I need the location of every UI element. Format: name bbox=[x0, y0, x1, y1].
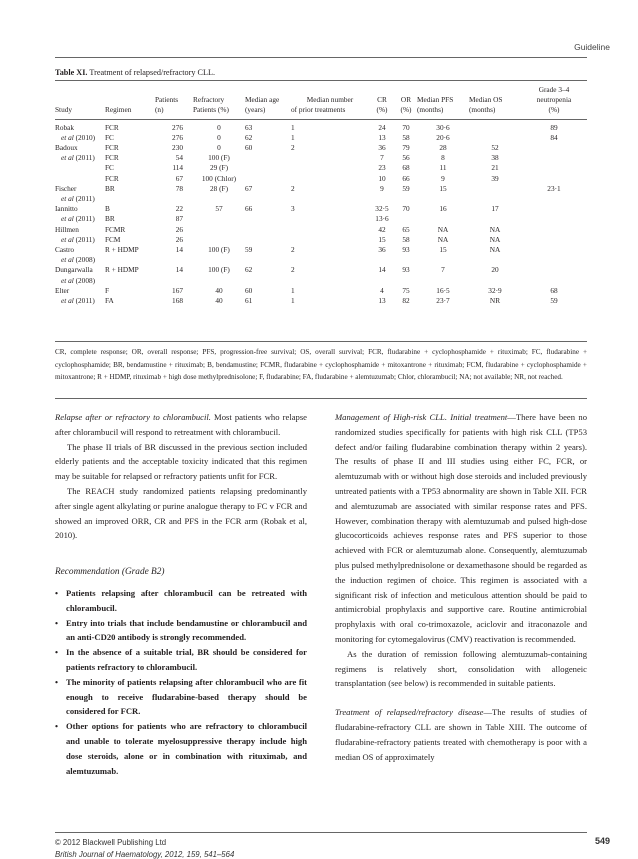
col-or-head-1: OR bbox=[400, 95, 412, 105]
table-cell: 16 bbox=[439, 204, 447, 214]
table-cell bbox=[469, 276, 521, 286]
col-neutropenia-head-3: (%) bbox=[521, 105, 587, 119]
table-cell bbox=[193, 276, 245, 286]
table-cell: 36 bbox=[378, 143, 386, 153]
table-row bbox=[55, 214, 587, 224]
table-cell bbox=[521, 225, 587, 235]
recommendation-item: • Other options for patients who are refractory to chlorambucil and unable to tolerate myelosuppressive therapy include high dose steroids, alone or in combination with rituximab, and alemtuzumab. bbox=[55, 719, 307, 778]
footnote-rule bbox=[55, 398, 587, 399]
table-cell: 2 bbox=[291, 245, 295, 255]
table-cell: FCMR bbox=[105, 224, 126, 234]
table-cell: FC bbox=[105, 132, 114, 142]
table-cell bbox=[521, 204, 587, 214]
table-cell: 89 bbox=[550, 122, 558, 132]
table-cell bbox=[245, 255, 291, 265]
table-bottom-rule bbox=[55, 341, 587, 342]
table-cell: 32·9 bbox=[488, 285, 502, 295]
table-cell bbox=[395, 214, 417, 224]
table-cell: et al (2010) bbox=[61, 132, 96, 142]
table-cell bbox=[417, 255, 469, 265]
table-cell: 60 bbox=[245, 143, 253, 153]
table-cell bbox=[369, 255, 395, 265]
table-cell bbox=[55, 174, 105, 184]
table-cell: 13 bbox=[378, 296, 386, 306]
table-cell: 0 bbox=[217, 143, 221, 153]
col-neutropenia-head-2: neutropenia bbox=[536, 95, 572, 105]
col-or-head-2: (%) bbox=[395, 105, 417, 119]
table-cell bbox=[521, 214, 587, 224]
table-cell bbox=[469, 255, 521, 265]
table-cell: 16·5 bbox=[436, 285, 450, 295]
table-cell: 7 bbox=[380, 153, 384, 163]
table-cell: FCR bbox=[105, 173, 119, 183]
table-cell: NA bbox=[437, 234, 449, 244]
table-cell bbox=[291, 225, 369, 235]
table-cell: Hillmen bbox=[55, 224, 79, 234]
table-cell: 78 bbox=[175, 183, 183, 193]
copyright: © 2012 Blackwell Publishing Ltd bbox=[55, 838, 167, 847]
table-cell: 2 bbox=[291, 183, 295, 193]
table-cell bbox=[521, 163, 587, 173]
table-cell: 26 bbox=[175, 224, 183, 234]
table-cell: 168 bbox=[172, 296, 183, 306]
table-cell: 75 bbox=[402, 285, 410, 295]
col-refractory-head-1: Refractory bbox=[193, 95, 225, 105]
table-cell: et al (2011) bbox=[61, 194, 95, 204]
table-cell: 230 bbox=[172, 143, 183, 153]
table-cell bbox=[193, 194, 245, 204]
table-cell: 14 bbox=[378, 265, 386, 275]
table-cell bbox=[469, 184, 521, 194]
table-cell: 15 bbox=[439, 245, 447, 255]
col-prior-head-1: Median number bbox=[306, 95, 354, 105]
table-cell bbox=[55, 163, 105, 173]
left-paragraph-2: The phase II trials of BR discussed in the previous section included elderly patients and the acceptable toxicity indicated that this regimen may be suitable for relapsed or refractory patients unfit for FCR. bbox=[55, 441, 307, 482]
table-cell: 0 bbox=[217, 132, 221, 142]
table-cell: 13·6 bbox=[375, 214, 389, 224]
table-cell: 9 bbox=[380, 183, 384, 193]
table-cell: NA bbox=[489, 224, 501, 234]
table-cell: 20·6 bbox=[436, 132, 450, 142]
table-cell: B bbox=[105, 204, 110, 214]
table-cell: 1 bbox=[291, 285, 295, 295]
col-patients-head-1: Patients bbox=[155, 95, 179, 105]
table-cell bbox=[291, 194, 369, 204]
table-cell: 1 bbox=[291, 122, 295, 132]
table-caption-text: Treatment of relapsed/refractory CLL. bbox=[89, 68, 216, 77]
table-cell bbox=[245, 194, 291, 204]
table-cell bbox=[193, 255, 245, 265]
table-cell: 10 bbox=[378, 173, 386, 183]
left-column bbox=[55, 410, 307, 778]
table-cell: FCR bbox=[105, 153, 119, 163]
table-cell: BR bbox=[105, 214, 115, 224]
table-header-row-3 bbox=[55, 105, 587, 119]
table-cell: Fischer bbox=[55, 183, 77, 193]
table-row bbox=[55, 235, 587, 245]
table-cell: 17 bbox=[491, 204, 499, 214]
table-cell bbox=[155, 276, 193, 286]
table-cell: BR bbox=[105, 183, 115, 193]
col-regimen-head: Regimen bbox=[105, 105, 155, 119]
table-cell: 22 bbox=[175, 204, 183, 214]
table-cell bbox=[395, 276, 417, 286]
table-cell bbox=[245, 214, 291, 224]
table-cell bbox=[193, 214, 245, 224]
table-cell: 23·7 bbox=[436, 296, 450, 306]
table-cell: 62 bbox=[245, 132, 253, 142]
table-cell: 7 bbox=[441, 265, 445, 275]
table-cell: 21 bbox=[491, 163, 499, 173]
table-cell bbox=[291, 153, 369, 163]
table-cell: et al (2011) bbox=[61, 153, 95, 163]
table-cell: 38 bbox=[491, 153, 499, 163]
table-cell bbox=[245, 235, 291, 245]
table-cell: 70 bbox=[402, 204, 410, 214]
table-cell: 59 bbox=[245, 245, 253, 255]
table-cell: 0 bbox=[217, 122, 221, 132]
table-cell: 58 bbox=[402, 234, 410, 244]
table-cell: 66 bbox=[402, 173, 410, 183]
table-cell: 70 bbox=[402, 122, 410, 132]
table-cell bbox=[417, 276, 469, 286]
table-cell bbox=[469, 119, 521, 133]
col-patients-head-2: (n) bbox=[155, 105, 193, 119]
table-cell: Elter bbox=[55, 285, 70, 295]
table-cell: Badoux bbox=[55, 143, 78, 153]
col-cr-head-1: CR bbox=[377, 95, 387, 105]
table-cell bbox=[245, 276, 291, 286]
table-cell: 28 (F) bbox=[209, 183, 229, 193]
table-cell: 56 bbox=[402, 153, 410, 163]
table-cell: 40 bbox=[215, 296, 223, 306]
table-cell: 57 bbox=[215, 204, 223, 214]
table-cell: 54 bbox=[175, 153, 183, 163]
table-cell: 100 (F) bbox=[208, 245, 230, 255]
table-row bbox=[55, 153, 587, 163]
table-cell: 23·1 bbox=[547, 183, 561, 193]
table-cell: 60 bbox=[245, 285, 253, 295]
table-cell: 26 bbox=[175, 234, 183, 244]
table-cell: 32·5 bbox=[375, 204, 389, 214]
table-row bbox=[55, 255, 587, 265]
running-head: Guideline bbox=[574, 42, 610, 52]
table-header-row-2 bbox=[55, 95, 587, 105]
col-prior-head-2: of prior treatments bbox=[291, 105, 369, 119]
table-cell bbox=[395, 255, 417, 265]
right-column bbox=[335, 410, 587, 764]
right-p1-text: —There have been no randomized studies specifically for patients with high risk CLL (TP53 defect and/or failing fludarabine combination therapy within 2 years). The results of phase II and III studies using either FC, FCR, or alemtuzumab with or without high dose steroids and included previously untreated patients with a TP53 abnormality are shown in Table XII. FCR and alemtuzumab are associated with similar response rates and PFS. However, combination therapy with alemtuzumab and pulsed high-dose glucocorticoids achieves response rates and PFS superior to those achieved with FCR or alemtuzumab alone. Consequently, alemtuzumab plus pulsed methylprednisolone or dexamethasone should be regarded as the induction regimen of choice. This regimen is associated with a significant risk of infection and meticulous attention should be paid to antimicrobial prophylaxis and supportive care. Routine antimicrobial prophylaxis with oral co-trimoxazole, aciclovir and itraconazole and monitoring for cytomegalovirus (CMV) reactivation is recommended. bbox=[335, 412, 587, 644]
table-cell bbox=[155, 255, 193, 265]
table-top-rule bbox=[55, 80, 587, 81]
table-cell: Iannitto bbox=[55, 204, 78, 214]
table-cell bbox=[291, 163, 369, 173]
treatment-table bbox=[55, 85, 587, 306]
table-cell: 1 bbox=[291, 296, 295, 306]
table-cell: 65 bbox=[402, 224, 410, 234]
table-cell bbox=[469, 214, 521, 224]
table-cell bbox=[521, 194, 587, 204]
table-header-row-1 bbox=[55, 85, 587, 95]
recommendation-item: • Entry into trials that include bendamustine or chlorambucil and an anti-CD20 antibody is strongly recommended. bbox=[55, 616, 307, 646]
table-cell bbox=[105, 276, 155, 286]
table-row bbox=[55, 143, 587, 153]
table-row bbox=[55, 296, 587, 306]
col-refractory-head-2: Patients (%) bbox=[193, 105, 245, 119]
table-cell: et al (2008) bbox=[61, 275, 96, 285]
table-cell: 52 bbox=[491, 143, 499, 153]
footer-rule bbox=[55, 832, 587, 833]
table-caption bbox=[55, 68, 215, 77]
col-neutropenia-head-1: Grade 3–4 bbox=[538, 85, 570, 94]
table-cell: FCR bbox=[105, 143, 119, 153]
table-cell bbox=[291, 276, 369, 286]
table-row bbox=[55, 265, 587, 275]
table-cell bbox=[105, 194, 155, 204]
table-row bbox=[55, 245, 587, 255]
table-cell bbox=[521, 245, 587, 255]
right-paragraph-2: As the duration of remission following alemtuzumab-containing regimens is relatively short, consolidation with allogeneic transplantation (see below) is recommended in suitable patients. bbox=[335, 648, 587, 689]
table-cell: NA bbox=[437, 224, 449, 234]
table-cell: 68 bbox=[402, 163, 410, 173]
table-cell: 62 bbox=[245, 265, 253, 275]
table-cell bbox=[193, 225, 245, 235]
col-os-head-1: Median OS bbox=[469, 95, 503, 105]
right-paragraph-3 bbox=[335, 705, 587, 764]
col-pfs-head-2: (months) bbox=[417, 105, 469, 119]
table-cell: F bbox=[105, 285, 110, 295]
table-cell: R + HDMP bbox=[105, 245, 139, 255]
table-cell: et al (2008) bbox=[61, 255, 96, 265]
table-cell: 4 bbox=[380, 285, 384, 295]
table-cell: Dungarwalla bbox=[55, 265, 93, 275]
table-cell: 2 bbox=[291, 265, 295, 275]
table-cell: 63 bbox=[245, 122, 253, 132]
table-cell: 79 bbox=[402, 143, 410, 153]
table-cell: 36 bbox=[378, 245, 386, 255]
table-cell: 42 bbox=[378, 224, 386, 234]
table-row bbox=[55, 276, 587, 286]
table-row bbox=[55, 119, 587, 133]
table-cell bbox=[521, 153, 587, 163]
table-cell bbox=[291, 214, 369, 224]
table-cell bbox=[417, 194, 469, 204]
recommendation-item: • The minority of patients relapsing after chlorambucil who are fit enough to receive fludarabine-based therapy should be considered for FCR. bbox=[55, 675, 307, 719]
table-cell: 13 bbox=[378, 132, 386, 142]
journal-citation: British Journal of Haematology, 2012, 159, 541–564 bbox=[55, 850, 235, 859]
table-cell: 8 bbox=[441, 153, 445, 163]
table-cell: 93 bbox=[402, 265, 410, 275]
table-cell: 23 bbox=[378, 163, 386, 173]
table-cell bbox=[193, 235, 245, 245]
table-cell bbox=[105, 255, 155, 265]
table-cell bbox=[521, 143, 587, 153]
table-cell: 167 bbox=[172, 285, 183, 295]
right-p3-text: —The results of studies of fludarabine-refractory CLL are shown in Table XIII. The outcome of fludarabine-refractory patients treated with chemotherapy is poor with a median OS of approximately bbox=[335, 707, 587, 762]
table-cell: et al (2011) bbox=[61, 296, 95, 306]
col-os-head-2: (months) bbox=[469, 105, 521, 119]
table-cell: 1 bbox=[291, 132, 295, 142]
table-cell: 30·6 bbox=[436, 122, 450, 132]
recommendation-list bbox=[55, 586, 307, 778]
table-cell: 66 bbox=[245, 204, 253, 214]
table-cell: 14 bbox=[175, 245, 183, 255]
table-cell: 39 bbox=[491, 173, 499, 183]
table-cell: 84 bbox=[550, 132, 558, 142]
right-p1-heading: Management of High-risk CLL. Initial treatment bbox=[335, 412, 508, 422]
table-cell: NR bbox=[489, 296, 501, 306]
table-cell: 3 bbox=[291, 204, 295, 214]
table-cell: FC bbox=[105, 163, 114, 173]
table-cell: NA bbox=[489, 245, 501, 255]
table-cell bbox=[521, 235, 587, 245]
recommendation-heading: Recommendation (Grade B2) bbox=[55, 567, 165, 578]
table-cell: 15 bbox=[439, 183, 447, 193]
right-paragraph-1 bbox=[335, 410, 587, 647]
table-cell: FCR bbox=[105, 122, 119, 132]
table-row bbox=[55, 286, 587, 296]
table-caption-label: Table XI. bbox=[55, 68, 88, 77]
left-paragraph-3: The REACH study randomized patients relapsing predominantly after single agent alkylating or purine analogue therapy to FC v FCR and showed an improved ORR, CR and PFS in the FCR arm (Robak et al, 2010). bbox=[55, 485, 307, 541]
table-row bbox=[55, 225, 587, 235]
table-cell bbox=[521, 255, 587, 265]
table-cell bbox=[469, 194, 521, 204]
table-cell bbox=[469, 133, 521, 143]
table-cell: 28 bbox=[439, 143, 447, 153]
table-cell: 59 bbox=[402, 183, 410, 193]
table-cell: 9 bbox=[441, 173, 445, 183]
col-pfs-head-1: Median PFS bbox=[417, 95, 454, 105]
table-cell bbox=[245, 163, 291, 173]
table-cell: 100 (F) bbox=[208, 265, 230, 275]
page-number: 549 bbox=[594, 836, 610, 846]
table-row bbox=[55, 174, 587, 184]
table-cell: 87 bbox=[175, 214, 183, 224]
table-row bbox=[55, 163, 587, 173]
table-cell bbox=[521, 265, 587, 275]
recommendation-item: • Patients relapsing after chlorambucil can be retreated with chlorambucil. bbox=[55, 586, 307, 616]
table-cell: NA bbox=[489, 234, 501, 244]
right-p3-heading: Treatment of relapsed/refractory disease bbox=[335, 707, 484, 718]
table-cell bbox=[155, 194, 193, 204]
col-age-head-2: (years) bbox=[245, 105, 291, 119]
table-cell bbox=[245, 174, 291, 184]
table-cell: 114 bbox=[172, 163, 183, 173]
table-cell: 24 bbox=[378, 122, 386, 132]
table-cell bbox=[417, 214, 469, 224]
table-cell bbox=[245, 153, 291, 163]
table-cell bbox=[395, 194, 417, 204]
left-p1-text: Most patients who relapse after chlorambucil will respond to retreatment with chlorambucil. bbox=[55, 412, 307, 437]
table-cell: 14 bbox=[175, 265, 183, 275]
table-cell: 11 bbox=[439, 163, 447, 173]
table-cell: FA bbox=[105, 296, 114, 306]
table-cell: 61 bbox=[245, 296, 253, 306]
table-row bbox=[55, 133, 587, 143]
recommendation-item: • In the absence of a suitable trial, BR should be considered for patients refractory to chlorambucil. bbox=[55, 645, 307, 675]
table-cell: 100 (Chlor) bbox=[201, 173, 237, 183]
table-cell bbox=[369, 194, 395, 204]
table-cell: 40 bbox=[215, 285, 223, 295]
table-cell: 93 bbox=[402, 245, 410, 255]
table-cell: 67 bbox=[245, 183, 253, 193]
table-cell: 100 (F) bbox=[208, 153, 230, 163]
table-body bbox=[55, 119, 587, 306]
table-row bbox=[55, 194, 587, 204]
table-cell bbox=[521, 276, 587, 286]
left-paragraph-1 bbox=[55, 410, 307, 440]
table-row bbox=[55, 204, 587, 214]
table-cell bbox=[521, 174, 587, 184]
table-cell: Castro bbox=[55, 245, 75, 255]
table-cell: 67 bbox=[175, 173, 183, 183]
table-cell: 15 bbox=[378, 234, 386, 244]
table-cell: 29 (F) bbox=[209, 163, 229, 173]
table-cell bbox=[291, 174, 369, 184]
left-p1-heading: Relapse after or refractory to chlorambucil. bbox=[55, 412, 211, 422]
table-cell: 82 bbox=[402, 296, 410, 306]
table-cell: 68 bbox=[550, 285, 558, 295]
table-cell: et al (2011) bbox=[61, 234, 95, 244]
table-footnote: CR, complete response; OR, overall response; PFS, progression-free survival; OS, overall survival; FCR, fludarabine + cyclophosphamide + rituximab; FC, fludarabine + cyclophosphamide; BR, bendamustine + rituximab; B, bendamustine; FCMR, fludarabine + cyclophosphamide + mitoxantrone + rituximab; FCM, fludarabine + cyclophosphamide + mitoxantrone; R + HDMP, rituximab + high dose methylprednisolone; F, fludarabine; FA, fludarabine + alemtuzumab; Chlor, chlorambucil; NA; not available; NR, not reached. bbox=[55, 348, 587, 381]
col-cr-head-2: (%) bbox=[369, 105, 395, 119]
table-cell bbox=[291, 235, 369, 245]
table-cell: 2 bbox=[291, 143, 295, 153]
table-cell: 59 bbox=[550, 296, 558, 306]
col-age-head-1: Median age bbox=[245, 95, 280, 105]
table-cell bbox=[369, 276, 395, 286]
table-cell: FCM bbox=[105, 234, 121, 244]
table-cell bbox=[291, 255, 369, 265]
col-study-head: Study bbox=[55, 105, 105, 119]
table-row bbox=[55, 184, 587, 194]
table-cell: et al (2011) bbox=[61, 214, 95, 224]
table-cell: 58 bbox=[402, 132, 410, 142]
header-rule bbox=[55, 57, 587, 58]
table-cell bbox=[245, 225, 291, 235]
table-cell: 20 bbox=[491, 265, 499, 275]
table-cell: 276 bbox=[172, 122, 183, 132]
table-cell: 276 bbox=[172, 132, 183, 142]
table-cell: Robak bbox=[55, 122, 75, 132]
table-cell: R + HDMP bbox=[105, 265, 139, 275]
